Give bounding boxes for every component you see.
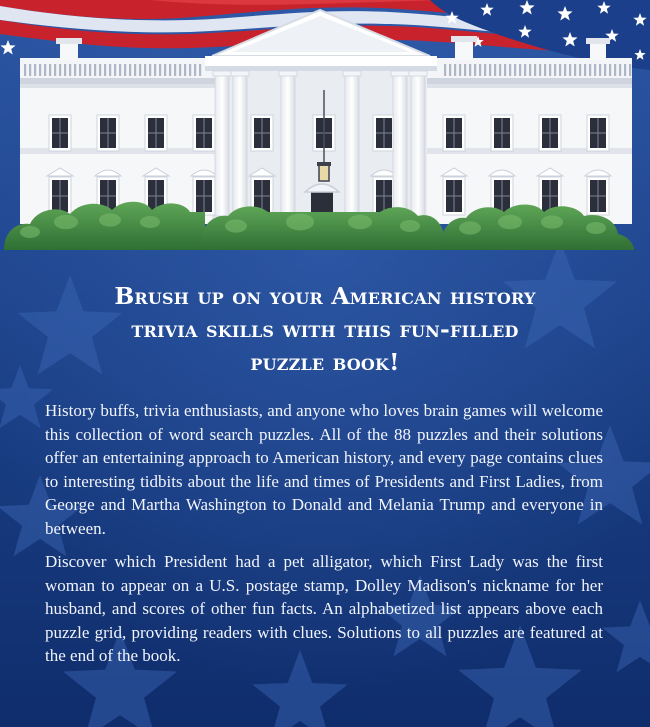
heading-line-1: Brush up on your American history xyxy=(114,282,536,310)
page-heading xyxy=(40,280,610,379)
lantern xyxy=(319,165,329,181)
description-paragraph-1: History buffs, trivia enthusiasts, and anyone who loves brain games will welcome this collection of word search puzzles. All of the 88 puzzles and their solutions offer an entertaining approach to American history, and every page contains clues to interesting tidbits about the life and times of Presidents and First Ladies, from George and Martha Washington to Donald and Melania Trump and everyone in between. xyxy=(45,401,603,538)
heading-line-2: trivia skills with this fun-filled xyxy=(131,315,519,343)
description-paragraph-2: Discover which President had a pet alligator, which First Lady was the first woman to appear on a U.S. postage stamp, Dolley Madison's nickname for her husband, and scores of other fun facts. An alphabetized list appears above each puzzle grid, providing readers with clues. Solutions to all puzzles are featured at the end of the book. xyxy=(45,552,603,665)
heading-line-3: puzzle book! xyxy=(250,348,400,376)
